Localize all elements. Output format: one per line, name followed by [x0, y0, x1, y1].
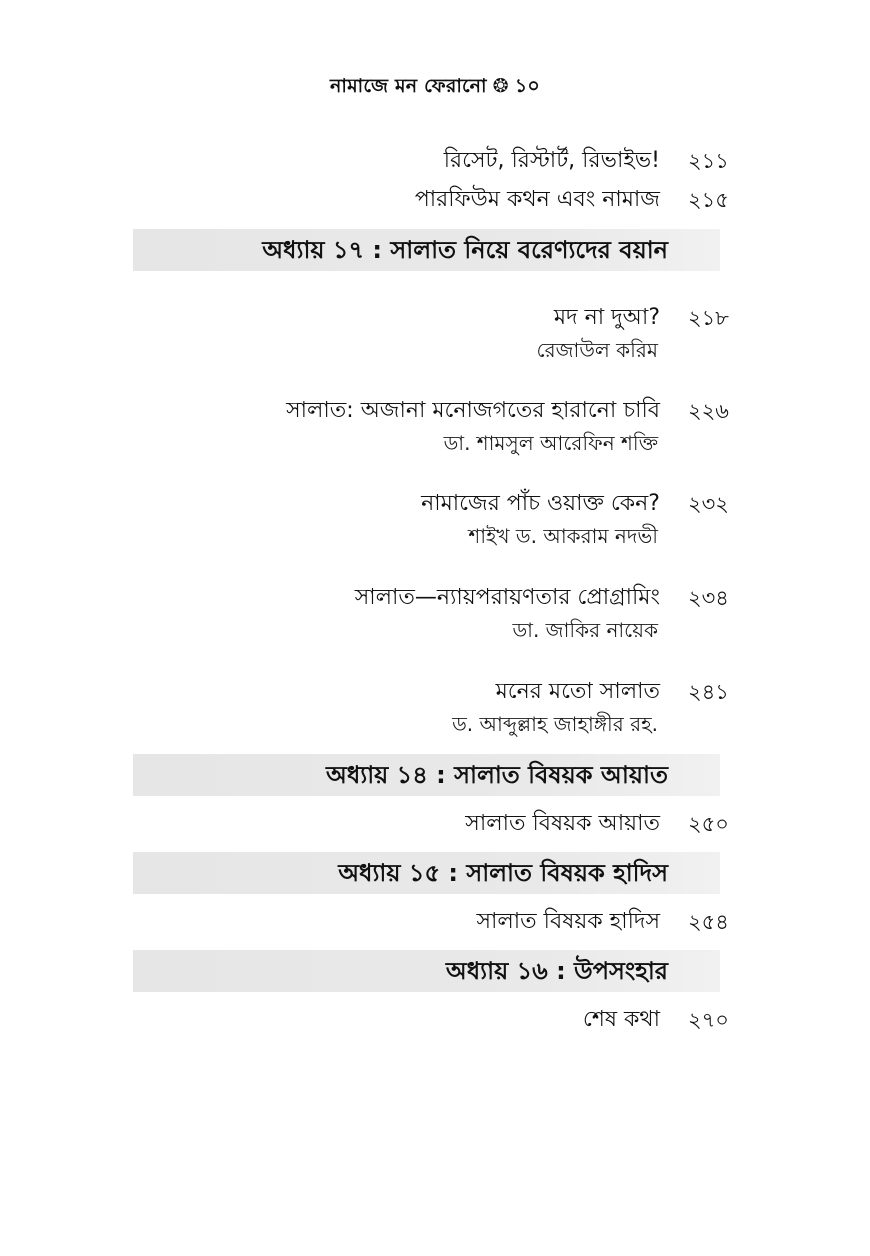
toc-entry-page: ২৫৪ [688, 910, 729, 934]
toc-entry-page: ২৩২ [688, 492, 729, 516]
running-header [0, 72, 870, 104]
toc-entry[interactable] [0, 804, 870, 844]
ornament-icon: ❂ [492, 75, 509, 97]
toc-entry-title: পারফিউম কথন এবং নামাজ [414, 187, 660, 212]
toc-entry-title: সালাত বিষয়ক হাদিস [476, 909, 660, 934]
chapter-heading-16[interactable] [133, 950, 720, 992]
toc-entry-author: ড. আব্দুল্লাহ জাহাঙ্গীর রহ. [452, 712, 658, 736]
toc-entry-page: ২৩৪ [688, 586, 729, 610]
toc-entry-title: সালাত—ন্যায়পরায়ণতার প্রোগ্রামিং [354, 585, 660, 610]
toc-entry-page: ২১১ [688, 149, 729, 173]
toc-entry-page: ২১৮ [688, 306, 729, 330]
toc-entry-title: মদ না দুআ? [553, 305, 660, 330]
toc-entry[interactable] [0, 298, 870, 362]
toc-entry-page: ২৫০ [688, 812, 729, 836]
book-title: নামাজে মন ফেরানো [330, 75, 487, 97]
toc-entry-page: ২৭০ [688, 1008, 729, 1032]
toc-entry-page: ২১৫ [688, 188, 729, 212]
chapter-heading-14[interactable] [133, 754, 720, 796]
toc-entry-page: ২২৬ [688, 399, 729, 423]
chapter-title: অধ্যায় ১৫ : সালাত বিষয়ক হাদিস [338, 859, 668, 887]
toc-entry[interactable] [0, 1000, 870, 1040]
chapter-heading-15[interactable] [133, 852, 720, 894]
toc-entry[interactable] [0, 902, 870, 942]
toc-entry-author: শাইখ ড. আকরাম নদভী [468, 524, 658, 548]
toc-entry-title: সালাত বিষয়ক আয়াত [465, 811, 660, 836]
toc-entry[interactable] [0, 141, 870, 181]
toc-entry[interactable] [0, 391, 870, 455]
toc-entry-title: রিসেট, রিস্টার্ট, রিভাইভ! [443, 148, 660, 173]
toc-entry-title: সালাত: অজানা মনোজগতের হারানো চাবি [286, 398, 660, 423]
toc-entry-author: ডা. শামসুল আরেফিন শক্তি [443, 431, 658, 455]
toc-entry-page: ২৪১ [688, 680, 729, 704]
toc-entry[interactable] [0, 672, 870, 736]
chapter-title: অধ্যায় ১৪ : সালাত বিষয়ক আয়াত [326, 761, 668, 789]
chapter-heading-17[interactable] [133, 229, 720, 271]
toc-entry[interactable] [0, 578, 870, 642]
toc-entry-title: নামাজের পাঁচ ওয়াক্ত কেন? [421, 491, 660, 516]
toc-entry-title: মনের মতো সালাত [495, 679, 660, 704]
chapter-title: অধ্যায় ১৬ : উপসংহার [445, 957, 668, 985]
toc-entry[interactable] [0, 484, 870, 548]
toc-entry-title: শেষ কথা [582, 1007, 660, 1032]
toc-entry[interactable] [0, 180, 870, 220]
toc-entry-author: ডা. জাকির নায়েক [512, 618, 658, 642]
chapter-title: অধ্যায় ১৭ : সালাত নিয়ে বরেণ্যদের বয়ান [262, 236, 668, 264]
toc-entry-author: রেজাউল করিম [536, 338, 658, 362]
header-page-number: ১০ [514, 75, 540, 97]
